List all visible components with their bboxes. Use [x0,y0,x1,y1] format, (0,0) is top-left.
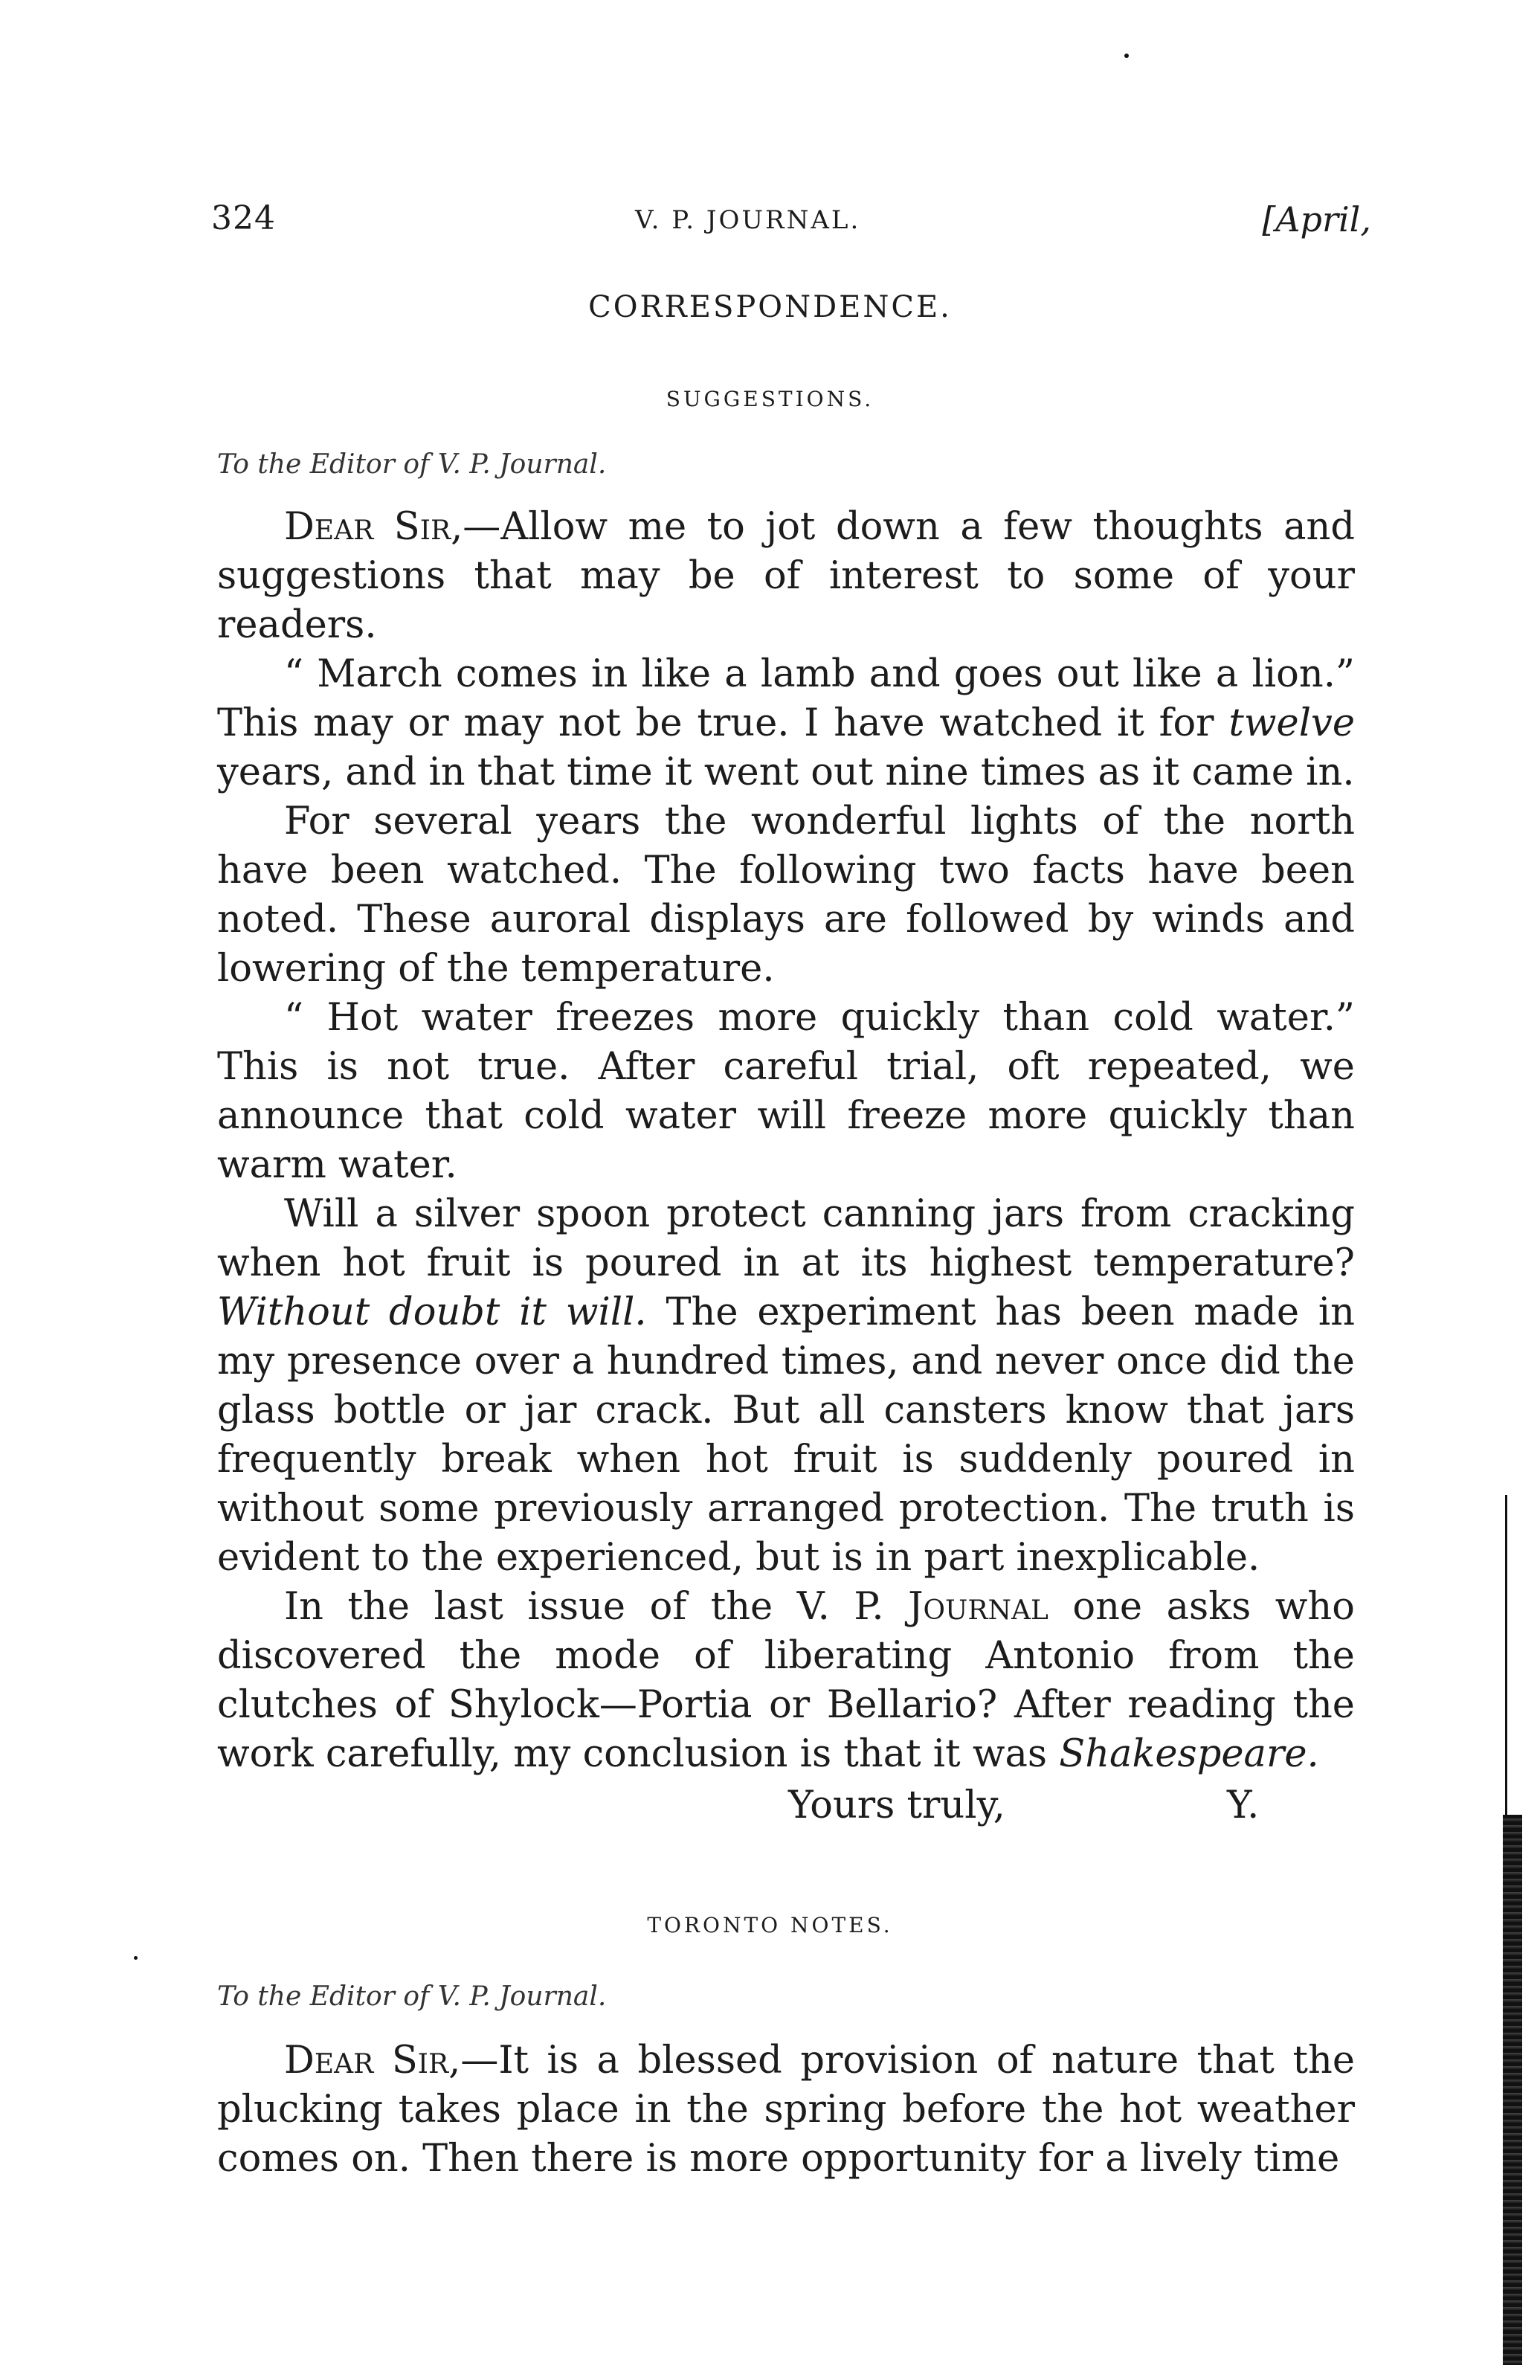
section-title: CORRESPONDENCE. [588,290,952,324]
emphasis-text: Without doubt it will. [217,1290,647,1334]
page-number: 324 [211,199,276,237]
emphasis-text: Shakespeare. [1059,1732,1319,1776]
paragraph [217,1583,1355,1779]
paragraph-text: years, and in that time it went out nine times as it came in. [217,750,1355,794]
salutation: Dear Sir, [284,2039,461,2082]
scan-speck [1124,54,1129,58]
salutation: Dear Sir, [284,505,463,549]
paragraph-text: The experiment has been made in my presence over a hundred times, and never once did the glass bottle or jar crack. But all cansters know that jars frequently break when hot fruit is suddenly poured in without some previously arranged protection. The truth is evident to the experienced, but is in part inexplicable. [217,1290,1355,1580]
letter-subtitle-toronto-notes: TORONTO NOTES. [647,1913,893,1937]
emphasis-text: twelve [1228,701,1355,745]
letter-body-suggestions [217,503,1355,1779]
paragraph [217,994,1355,1190]
paragraph [217,650,1355,797]
signoff: Yours truly, [788,1784,1005,1827]
paragraph [217,503,1355,650]
running-head-title: V. P. JOURNAL. [635,205,861,235]
paragraph-text: Will a silver spoon protect canning jars from cracking when hot fruit is poured in at its highest temperature? [217,1192,1355,1285]
signature: Y. [1227,1784,1260,1827]
scan-edge-shadow [1503,1815,1522,2365]
paragraph-text: one asks who discovered the mode of liberating Antonio from the clutches of Shylock—Portia or Bellario? After reading the work carefully, my conclusion is that it was [217,1585,1355,1776]
paragraph [217,797,1355,994]
paragraph-text: “ March comes in like a lamb and goes out like a lion.” This may or may not be true. I have watched it for [217,652,1355,745]
letter-subtitle-suggestions: SUGGESTIONS. [666,387,874,411]
paragraph [217,2036,1355,2184]
paragraph-text: For several years the wonderful lights of the north have been watched. The following two facts have been noted. These auroral displays are followed by winds and lowering of the temperature. [217,800,1355,991]
letter-address: To the Editor of V. P. Journal. [217,449,607,480]
paragraph [217,1190,1355,1583]
paragraph-text: “ Hot water freezes more quickly than cold water.” This is not true. After careful trial, oft repeated, we announce that cold water will freeze more quickly than warm water. [217,996,1355,1187]
paragraph-text: In the last issue of the V. P. [284,1585,909,1629]
journal-name: Journal [908,1585,1048,1629]
paragraph-text: —It is a blessed provision of nature that the plucking takes place in the spring before the hot weather comes on. Then there is more opportunity for a lively time [217,2039,1355,2181]
running-head-month: [April, [1262,199,1371,239]
letter-address: To the Editor of V. P. Journal. [217,1981,607,2012]
running-header [211,199,1371,259]
paragraph-text: —Allow me to jot down a few thoughts and suggestions that may be of interest to some of your readers. [217,505,1355,647]
letter-body-toronto-notes [217,2036,1355,2184]
scan-speck [134,1956,138,1960]
